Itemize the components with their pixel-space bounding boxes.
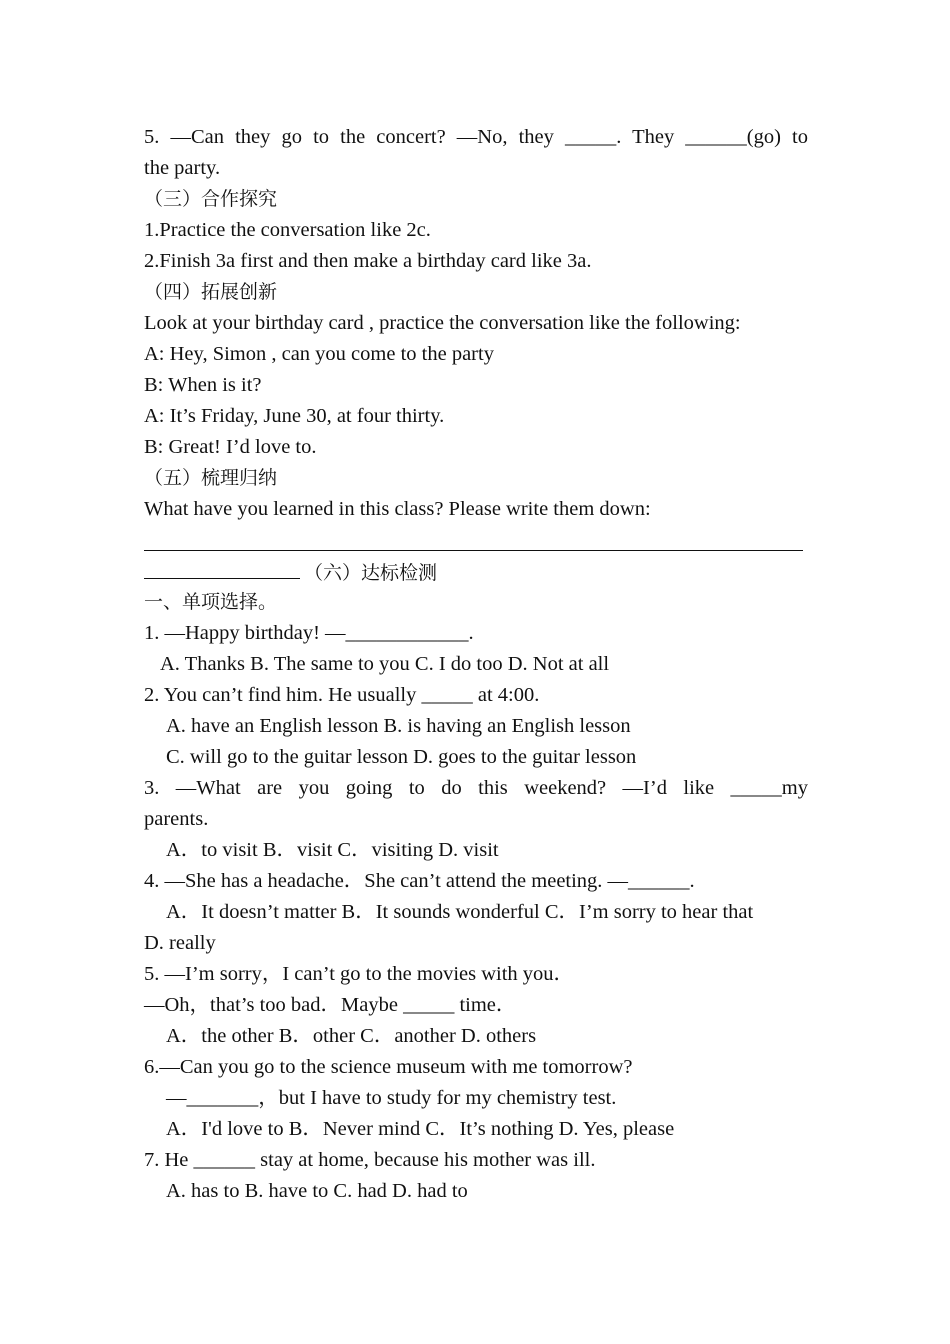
question-4: 4. —She has a headache．She can’t attend the meeting. —______. (144, 870, 695, 892)
summary-prompt: What have you learned in this class? Please write them down: (144, 498, 651, 520)
question-3-options: A．to visit B．visit C．visiting D. visit (166, 839, 499, 861)
task-2: 2.Finish 3a first and then make a birthday card like 3a. (144, 250, 592, 272)
question-1: 1. —Happy birthday! —____________. (144, 622, 474, 644)
answer-blank-short (144, 556, 300, 579)
exercise-5-continuation: the party. (144, 157, 221, 179)
question-5: 5. —I’m sorry，I can’t go to the movies with you． (144, 963, 575, 985)
question-7-options: A. has to B. have to C. had D. had to (166, 1180, 468, 1202)
dialogue-line-b2: B: Great! I’d love to. (144, 436, 317, 458)
question-3-continuation: parents. (144, 808, 209, 830)
question-2-options-1: A. have an English lesson B. is having an English lesson (166, 715, 631, 737)
question-4-option-d: D. really (144, 932, 216, 954)
question-3: 3. —What are you going to do this weekend? —I’d like _____my (144, 777, 808, 799)
section-5-heading: （五）梳理归纳 (144, 467, 278, 489)
conversation-instruction: Look at your birthday card , practice the conversation like the following: (144, 312, 741, 334)
section-3-heading: （三）合作探究 (144, 188, 278, 210)
task-1: 1.Practice the conversation like 2c. (144, 219, 431, 241)
question-6-response: —_______，but I have to study for my chemistry test. (166, 1087, 617, 1109)
worksheet-content (144, 122, 808, 1207)
answer-blank-line (144, 525, 808, 556)
question-7: 7. He ______ stay at home, because his mother was ill. (144, 1149, 596, 1171)
exercise-5-line: 5. —Can they go to the concert? —No, they _____. They ______(go) to (144, 126, 808, 148)
question-6-options: A．I'd love to B．Never mind C．It’s nothing D. Yes, please (166, 1118, 675, 1140)
question-5-response: —Oh，that’s too bad．Maybe _____ time． (144, 994, 517, 1016)
question-6: 6.—Can you go to the science museum with me tomorrow? (144, 1056, 633, 1078)
section-4-heading: （四）拓展创新 (144, 281, 278, 303)
question-2-options-2: C. will go to the guitar lesson D. goes to the guitar lesson (166, 746, 637, 768)
dialogue-line-a2: A: It’s Friday, June 30, at four thirty. (144, 405, 445, 427)
dialogue-line-b1: B: When is it? (144, 374, 262, 396)
section-6-line (144, 556, 808, 587)
multiple-choice-heading: 一、单项选择。 (144, 591, 278, 613)
dialogue-line-a1: A: Hey, Simon , can you come to the party (144, 343, 494, 365)
question-4-options: A．It doesn’t matter B．It sounds wonderful C．I’m sorry to hear that (166, 901, 754, 923)
question-5-options: A．the other B．other C．another D. others (166, 1025, 537, 1047)
question-1-options: A. Thanks B. The same to you C. I do too D. Not at all (160, 653, 610, 675)
section-6-heading: （六）达标检测 (304, 562, 438, 584)
question-2: 2. You can’t find him. He usually _____ at 4:00. (144, 684, 540, 706)
